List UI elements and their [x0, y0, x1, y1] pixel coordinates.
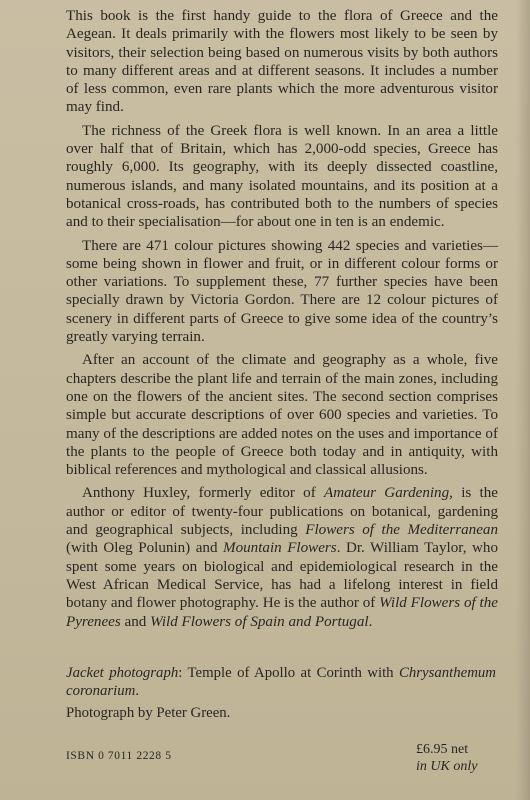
authors-text: and [120, 613, 151, 630]
photo-credits [66, 664, 496, 726]
blurb-paragraph-intro: This book is the first handy guide to the flora of Greece and the Aegean. It deals primarily with the flowers most likely to be seen by visitors, their selection being based on numerous visits by both authors to many different areas and at different seasons. It includes a number of less common, even rare plants which the more adventurous visitor may find. [66, 8, 498, 116]
jacket-edge-shadow [516, 0, 530, 800]
blurb-text-block [66, 7, 498, 636]
authors-book-title: Amateur Gardening [324, 485, 450, 502]
jacket-photograph-text: : Temple of Apollo at Corinth with [178, 665, 399, 681]
isbn-number: ISBN 0 7011 2228 5 [66, 750, 172, 762]
jacket-photograph-species: Chrysanthemum coronarium [66, 665, 496, 699]
authors-text: . [368, 613, 373, 630]
jacket-photograph-credit [66, 664, 496, 700]
jacket-photograph-end: . [135, 683, 140, 699]
price-region: in UK only [416, 759, 478, 774]
price-label [416, 741, 477, 775]
authors-book-title: Mountain Flowers [223, 540, 337, 557]
jacket-photograph-label: Jacket photograph [66, 665, 179, 681]
authors-text: (with Oleg Polunin) and [66, 540, 223, 557]
authors-text: . Dr. William Taylor, who spent some years on biological and epidemiological research in the West African Medical Service, has had a lifelong interest in field botany and flower photography. He is the author of [66, 540, 498, 612]
authors-book-title: Flowers of the Mediterranean [305, 522, 499, 539]
blurb-paragraph-authors [66, 484, 498, 630]
authors-book-title: Wild Flowers of Spain and Portugal [150, 613, 369, 630]
blurb-paragraph-pictures: There are 471 colour pictures showing 442 species and varieties—some being shown in flower and fruit, or in different colour forms or other variations. To supplement these, 77 further species have been specially drawn by Victoria Gordon. There are 12 colour pictures of scenery in different parts of Greece to give some idea of the country’s greatly varying terrain. [66, 237, 498, 346]
authors-book-title: Wild Flowers of the Pyrenees [66, 595, 498, 630]
price-amount: £6.95 net [416, 742, 469, 757]
blurb-paragraph-flora: The richness of the Greek flora is well known. In an area a little over half that of Britain, which has 2,000-odd species, Greece has roughly 6,000. Its geography, with its deeply dissected coastline, numerous islands, and many isolated mountains, and its position at a botanical cross-roads, has contributed both to the numbers of species and to their specialisation—for about one in ten is an endemic. [66, 122, 498, 231]
photographer-credit: Photograph by Peter Green. [66, 705, 231, 721]
authors-text: Anthony Huxley, formerly editor of [82, 485, 325, 502]
authors-text: , is the author or editor of twenty-four publications on botanical, gardening and geographical subjects, including [66, 485, 498, 539]
blurb-paragraph-contents: After an account of the climate and geography as a whole, five chapters describe the plant life and terrain of the main zones, including one on the flowers of the ancient sites. The second section comprises simple but accurate descriptions of over 600 species and varieties. To many of the descriptions are added notes on the uses and importance of the plants to the people of Greece both today and in antiquity, with biblical references and mythological and classical allusions. [66, 352, 498, 479]
